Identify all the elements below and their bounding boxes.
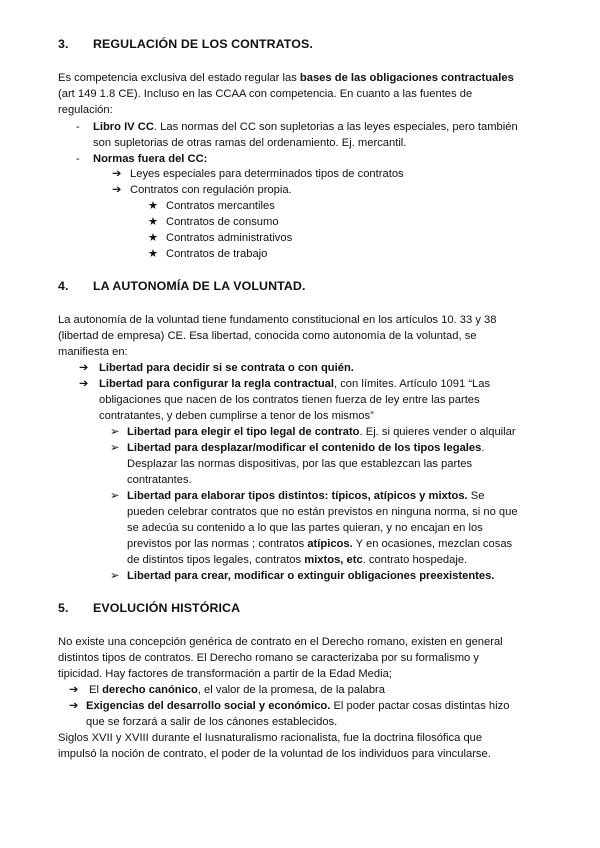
dash-bullet: - bbox=[76, 153, 80, 165]
s5-b2-text: El poder pactar cosas distintas hizo bbox=[330, 700, 510, 712]
s3-normas-heading bbox=[93, 151, 207, 167]
s5-b1-text: , el valor de la promesa, de la palabra bbox=[197, 684, 386, 696]
s4-t3-text: Se bbox=[467, 490, 485, 502]
star-bullet-icon: ★ bbox=[148, 248, 159, 260]
s4-t1-text: . Ej. si quieres vender o alquilar bbox=[359, 426, 516, 438]
s3-libro-text: . Las normas del CC son supletorias a las leyes especiales, pero también bbox=[153, 121, 518, 133]
s3-sub-item-1: Leyes especiales para determinados tipos de contratos bbox=[130, 168, 404, 180]
s4-intro-line-3: manifiesta en: bbox=[58, 346, 128, 358]
s4-tri-item-3-line-3: se adecúa su contenido a lo que las partes quieran, y no encajan en los bbox=[127, 522, 483, 534]
s5-para-line-5: impulsó la noción de contrato, el poder de la voluntad de los individuos para vincularse. bbox=[58, 748, 491, 760]
s5-para-line-1: No existe una concepción genérica de contrato en el Derecho romano, existen en general bbox=[58, 636, 503, 648]
s4-tri-item-3-line-4 bbox=[127, 536, 512, 552]
s4-a2-bold: Libertad para configurar la regla contractual bbox=[99, 378, 334, 390]
section-3-title: REGULACIÓN DE LOS CONTRATOS. bbox=[93, 37, 313, 51]
s4-t3-l5-text: de distintos tipos legales, contratos bbox=[127, 554, 305, 566]
s5-b2-bold: Exigencias del desarrollo social y económico. bbox=[86, 700, 331, 712]
s3-sub-item-2: Contratos con regulación propia. bbox=[130, 184, 292, 196]
s4-tri-item-3 bbox=[127, 488, 484, 504]
s4-tri-item-2 bbox=[127, 440, 484, 456]
s4-a2-text: , con límites. Artículo 1091 “Las bbox=[334, 378, 491, 390]
s4-tri-item-2-line-3: contratantes. bbox=[127, 474, 192, 486]
s5-para-line-4: Siglos XVII y XVIII durante el Iusnaturalismo racionalista, fue la doctrina filosófica que bbox=[58, 732, 483, 744]
s4-tri-item-1 bbox=[127, 424, 516, 440]
section-3-heading bbox=[58, 36, 313, 52]
s3-intro-line-2: (art 149 1.8 CE). Incluso en las CCAA con competencia. En cuanto a las fuentes de bbox=[58, 88, 473, 100]
s5-arrow-item-2-line-2: que se forzará a salir de los cánones establecidos. bbox=[86, 716, 338, 728]
s3-intro-line-1 bbox=[58, 70, 514, 86]
s4-t1-bold: Libertad para elegir el tipo legal de contrato bbox=[127, 426, 360, 438]
section-4-heading bbox=[58, 278, 306, 294]
s4-t3-l5-bold: mixtos, etc bbox=[304, 554, 363, 566]
s4-t2-text: . bbox=[481, 442, 485, 454]
s4-t3-bold: Libertad para elaborar tipos distintos: típicos, atípicos y mixtos. bbox=[127, 490, 468, 502]
s4-t4-bold: Libertad para crear, modificar o extinguir obligaciones preexistentes. bbox=[127, 570, 495, 582]
s4-tri-item-4 bbox=[127, 568, 494, 584]
s3-libro-bold: Libro IV CC bbox=[93, 121, 154, 133]
s3-libro-line-1 bbox=[93, 119, 518, 135]
s3-intro-text: Es competencia exclusiva del estado regular las bbox=[58, 72, 300, 84]
section-4-number: 4. bbox=[58, 279, 69, 293]
s3-normas-bold: Normas fuera del CC: bbox=[93, 153, 208, 165]
s3-star-item: Contratos de consumo bbox=[166, 216, 279, 228]
s4-tri-item-3-line-5 bbox=[127, 552, 467, 568]
arrow-bullet-icon: ➔ bbox=[112, 168, 122, 180]
star-bullet-icon: ★ bbox=[148, 232, 159, 244]
s5-b1-bold: derecho canónico bbox=[102, 684, 198, 696]
dash-bullet: - bbox=[76, 121, 80, 133]
s4-intro-line-1: La autonomía de la voluntad tiene fundamento constitucional en los artículos 10. 33 y 38 bbox=[58, 314, 497, 326]
section-3-number: 3. bbox=[58, 37, 69, 51]
arrow-bullet-icon: ➔ bbox=[79, 362, 89, 374]
s4-arrow-item-2-line-2: obligaciones que nacen de los contratos tienen fuerza de ley entre las partes bbox=[99, 394, 480, 406]
section-5-title: EVOLUCIÓN HISTÓRICA bbox=[93, 601, 241, 615]
s4-arrow-item-2 bbox=[99, 376, 490, 392]
s3-star-item: Contratos mercantiles bbox=[166, 200, 275, 212]
s5-arrow-item-2 bbox=[86, 698, 509, 714]
star-bullet-icon: ★ bbox=[148, 216, 159, 228]
star-bullet-icon: ★ bbox=[148, 200, 159, 212]
s4-intro-line-2: (libertad de empresa) CE. Esa libertad, conocida como autonomía de la voluntad, se bbox=[58, 330, 477, 342]
s5-b1-pre: El bbox=[89, 684, 103, 696]
s4-arrow-item-1 bbox=[99, 360, 354, 376]
s5-para-line-2: distintos tipos de contratos. El Derecho romano se caracterizaba por su formalismo y bbox=[58, 652, 479, 664]
triangle-bullet-icon: ➢ bbox=[110, 442, 120, 454]
s4-a1-bold: Libertad para decidir si se contrata o con quién. bbox=[99, 362, 354, 374]
s5-arrow-item-1 bbox=[89, 682, 385, 698]
s4-tri-item-3-line-2: pueden celebrar contratos que no están previstos en ninguna norma, si no que bbox=[127, 506, 518, 518]
s4-t3-l5-tail: . contrato hospedaje. bbox=[362, 554, 468, 566]
s5-para-line-3: tipicidad. Hay factores de transformación a partir de la Edad Media; bbox=[58, 668, 392, 680]
s4-t3-l4-text: previstos por las normas ; contratos bbox=[127, 538, 308, 550]
triangle-bullet-icon: ➢ bbox=[110, 570, 120, 582]
s3-intro-line-3: regulación: bbox=[58, 104, 113, 116]
arrow-bullet-icon: ➔ bbox=[69, 700, 79, 712]
section-4-title: LA AUTONOMÍA DE LA VOLUNTAD. bbox=[93, 279, 306, 293]
triangle-bullet-icon: ➢ bbox=[110, 490, 120, 502]
s4-t2-bold: Libertad para desplazar/modificar el contenido de los tipos legales bbox=[127, 442, 482, 454]
triangle-bullet-icon: ➢ bbox=[110, 426, 120, 438]
s4-tri-item-2-line-2: Desplazar las normas dispositivas, por las que establezcan las partes bbox=[127, 458, 473, 470]
s3-libro-line-2: son supletorias de otras ramas del ordenamiento. Ej. mercantil. bbox=[93, 137, 407, 149]
s3-intro-bold: bases de las obligaciones contractuales bbox=[299, 72, 514, 84]
s4-arrow-item-2-line-3: contratantes, y deben cumplirse a tenor de los mismos” bbox=[99, 410, 374, 422]
s4-t3-l4-bold: atípicos. bbox=[307, 538, 353, 550]
arrow-bullet-icon: ➔ bbox=[112, 184, 122, 196]
s4-t3-l4-tail: Y en ocasiones, mezclan cosas bbox=[352, 538, 513, 550]
section-5-number: 5. bbox=[58, 601, 69, 615]
s3-star-item: Contratos administrativos bbox=[166, 232, 293, 244]
arrow-bullet-icon: ➔ bbox=[79, 378, 89, 390]
arrow-bullet-icon: ➔ bbox=[69, 684, 79, 696]
section-5-heading bbox=[58, 600, 240, 616]
s3-star-item: Contratos de trabajo bbox=[166, 248, 268, 260]
